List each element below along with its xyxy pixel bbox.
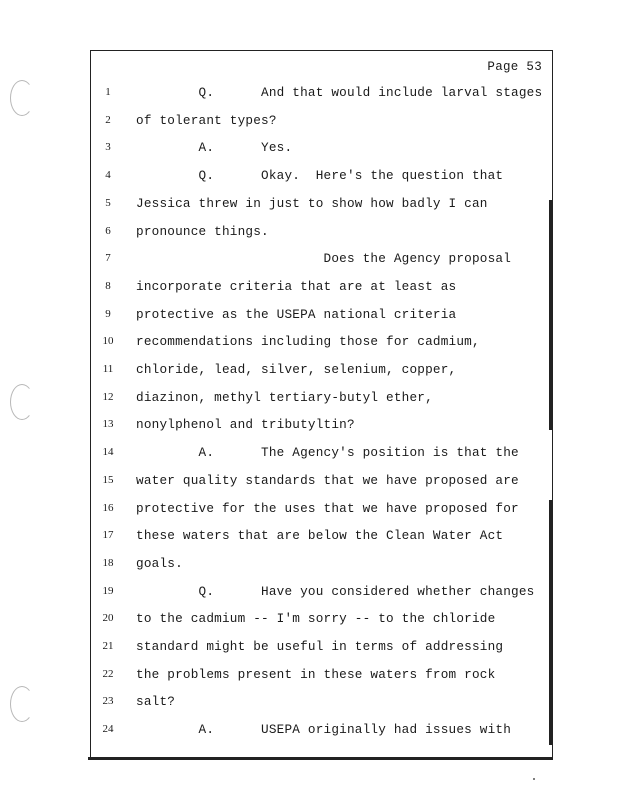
line-number: 19 <box>102 584 114 597</box>
transcript-line-text: A. Yes. <box>136 140 293 156</box>
line-number: 21 <box>102 640 114 652</box>
line-number: 11 <box>102 363 114 375</box>
transcript-line-text: A. The Agency's position is that the <box>136 445 519 461</box>
transcript-line-text: A. USEPA originally had issues with <box>136 722 512 738</box>
transcript-line-text: protective for the uses that we have proposed for <box>136 500 519 516</box>
transcript-line-text: water quality standards that we have proposed are <box>136 472 519 488</box>
scan-speck <box>533 778 535 780</box>
binder-hole-top <box>10 80 34 116</box>
right-margin-rule <box>549 200 552 430</box>
line-number: 22 <box>102 667 114 680</box>
transcript-line-text: Q. And that would include larval stages <box>136 85 543 100</box>
transcript-line-text: incorporate criteria that are at least as <box>136 278 457 294</box>
transcript-line-text: chloride, lead, silver, selenium, copper, <box>136 362 457 377</box>
line-number: 4 <box>105 169 111 182</box>
bottom-rule <box>88 757 553 760</box>
transcript-line-text: goals. <box>136 555 183 571</box>
line-number: 7 <box>105 252 111 265</box>
line-number: 17 <box>102 529 114 542</box>
line-number: 16 <box>102 501 114 514</box>
line-number: 6 <box>105 224 111 237</box>
transcript-line-text: recommendations including those for cadmium, <box>136 334 480 350</box>
line-number: 8 <box>105 279 111 292</box>
line-number: 23 <box>102 695 114 708</box>
line-number: 10 <box>102 335 114 348</box>
line-number: 14 <box>102 446 114 459</box>
transcript-line-text: Does the Agency proposal <box>136 251 512 267</box>
transcript-line-text: the problems present in these waters from rock <box>136 666 496 682</box>
binder-hole-middle <box>10 384 34 420</box>
line-number: 12 <box>102 390 114 403</box>
page-number: Page 53 <box>487 60 542 74</box>
transcript-line-text: standard might be useful in terms of addressing <box>136 639 504 654</box>
line-number: 13 <box>102 418 114 431</box>
transcript-line-text: Q. Have you considered whether changes <box>136 583 535 599</box>
binder-hole-bottom <box>10 686 34 722</box>
transcript-line-text: of tolerant types? <box>136 112 277 128</box>
transcript-line-text: to the cadmium -- I'm sorry -- to the chloride <box>136 611 496 627</box>
transcript-line-text: Jessica threw in just to show how badly I can <box>136 195 488 211</box>
line-number: 15 <box>102 473 114 486</box>
line-number: 18 <box>102 556 114 569</box>
line-number: 1 <box>105 86 111 98</box>
line-number: 9 <box>105 307 111 320</box>
line-number: 20 <box>102 612 114 625</box>
transcript-line-text: pronounce things. <box>136 223 269 239</box>
transcript-line-text: nonylphenol and tributyltin? <box>136 417 355 433</box>
transcript-line-text: salt? <box>136 694 176 710</box>
line-number: 2 <box>105 113 111 126</box>
line-number: 3 <box>105 141 111 154</box>
transcript-line-text: these waters that are below the Clean Water Act <box>136 528 504 544</box>
right-margin-rule-lower <box>549 500 552 745</box>
transcript-line-text: diazinon, methyl tertiary-butyl ether, <box>136 389 433 405</box>
transcript-line-text: protective as the USEPA national criteria <box>136 306 457 322</box>
line-number: 5 <box>105 196 111 209</box>
transcript-line-text: Q. Okay. Here's the question that <box>136 168 504 184</box>
line-number: 24 <box>102 723 114 736</box>
